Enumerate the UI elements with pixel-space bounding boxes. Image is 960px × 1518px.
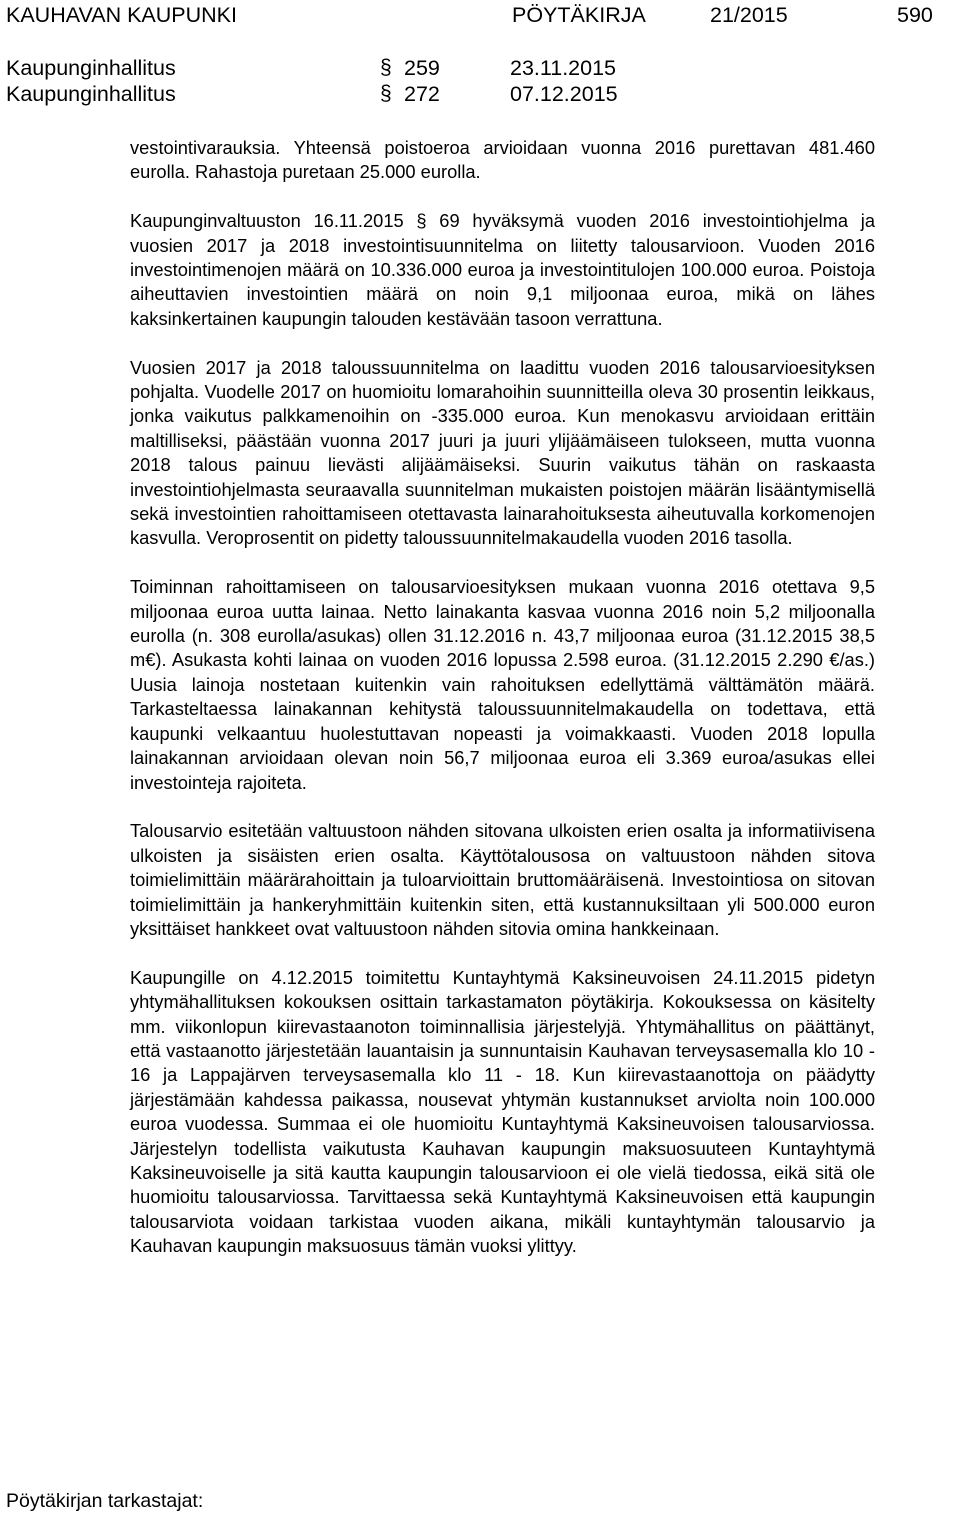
body-text [130,136,875,1283]
reference-date: 23.11.2015 [510,56,617,80]
city-name: KAUHAVAN KAUPUNKI [6,3,237,27]
document-number: 21/2015 [710,3,788,27]
reference-row [6,55,706,81]
paragraph: Toiminnan rahoittamiseen on talousarvioesityksen mukaan vuonna 2016 otettava 9,5 miljoonaa euroa uutta lainaa. Netto lainakanta kasvaa vuonna 2016 noin 5,2 miljoonalla eurolla (n. 308 eurolla/asukas) ollen 31.12.2016 n. 43,7 miljoonaa euroa (31.12.2015 38,5 m€). Asukasta kohti lainaa on vuoden 2016 lopussa 2.598 euroa. (31.12.2015 2.290 €/as.) Uusia lainoja nostetaan kuitenkin vain rahoituksen edellyttämä välttämätön määrä. Tarkasteltaessa lainakannan kehitystä taloussuunnitelmakaudella on todettava, että kaupunki velkaantuu huolestuttavan nopeasti ja voimakkaasti. Vuoden 2018 lopulla lainakannan arvioidaan olevan noin 56,7 miljoonaa euroa eli 3.369 euroa/asukas ellei investointeja rajoiteta. [130,576,875,793]
reference-row [6,81,706,107]
paragraph: vestointivarauksia. Yhteensä poistoeroa arvioidaan vuonna 2016 purettavan 481.460 eurolla. Rahastoja puretaan 25.000 eurolla. [130,137,875,183]
document-type: PÖYTÄKIRJA [512,3,646,27]
reference-section: 259 [404,56,440,80]
paragraph: Vuosien 2017 ja 2018 taloussuunnitelma on laadittu vuoden 2016 talousarvioesityksen pohjalta. Vuodelle 2017 on huomioitu lomarahoihin suunnitteilla oleva 30 prosentin leikkaus, jonka vaikutus palkkamenoihin on -335.000 euroa. Kun menokasvu arvioidaan erittäin maltilliseksi, päästään vuonna 2017 juuri ja juuri ylijäämäiseen tulokseen, mutta vuonna 2018 talous painuu lievästi alijäämäiseksi. Suurin vaikutus tähän on raskaasta investointiohjelmasta seuraavalla suunnitelman mukaisten poistojen määrän lisääntymisellä sekä investointien rahoittamiseen otettavasta lainarahoituksesta aiheutuvalla korkomenojen kasvulla. Veroprosentit on pidetty taloussuunnitelmakaudella vuoden 2016 tasolla. [130,356,875,549]
reference-body: Kaupunginhallitus [6,82,176,106]
reference-date: 07.12.2015 [510,82,618,106]
section-sign: § [380,82,392,105]
reference-body: Kaupunginhallitus [6,56,176,80]
paragraph: Kaupunginvaltuuston 16.11.2015 § 69 hyväksymä vuoden 2016 investointiohjelma ja vuosien 2017 ja 2018 investointisuunnitelma on liitetty talousarvioon. Vuoden 2016 investointimenojen määrä on 10.336.000 euroa ja investointitulojen 100.000 euroa. Poistoja aiheuttavien investointien määrä on noin 9,1 miljoonaa euroa, mikä on lähes kaksinkertainen kaupungin talouden kestävään tasoon verrattuna. [130,210,875,329]
section-sign: § [380,56,392,79]
paragraph: Kaupungille on 4.12.2015 toimitettu Kuntayhtymä Kaksineuvoisen 24.11.2015 pidetyn yhtymähallituksen kokouksen osittain tarkastamaton pöytäkirja. Kokouksessa on käsitelty mm. viikonlopun kiirevastaanoton toiminnallisia järjestelyjä. Yhtymähallitus on päättänyt, että vastaanotto järjestetään lauantaisin ja sunnuntaisin Kauhavan terveysasemalla klo 10 - 16 ja Lappajärven terveysasemalla klo 11 - 18. Kun kiirevastaanottoja on päädytty järjestämään kahdessa paikassa, nousevat yhtymän kustannukset arviolta noin 100.000 euroa vuodessa. Summaa ei ole huomioitu Kuntayhtymä Kaksineuvoisen talousarviossa. Järjestelyn todellista vaikutusta Kauhavan kaupungin maksuosuuteen Kuntayhtymä Kaksineuvoiselle ja sitä kautta kaupungin talousarvioon ei ole vielä tiedossa, eikä sitä ole huomioitu talousarviossa. Tarvittaessa sekä Kuntayhtymä Kaksineuvoisen että kaupungin talousarviota voidaan tarkistaa vuoden aikana, mikäli kuntayhtymän talousarvio ja Kauhavan kaupungin maksuosuus tämän vuoksi ylittyy. [130,966,875,1257]
reference-section: 272 [404,82,440,106]
footer-reviewers-label: Pöytäkirjan tarkastajat: [6,1490,204,1512]
page-number: 590 [897,3,933,27]
paragraph: Talousarvio esitetään valtuustoon nähden sitovana ulkoisten erien osalta ja informatiivisena ulkoisten ja sisäisten erien osalta. Käyttötalousosa on valtuustoon nähden sitova toimielimittäin määrärahoittain ja tuloarvioittain bruttomääräisenä. Investointiosa on sitovan toimielimittäin ja hankeryhmittäin kuitenkin siten, että kustannuksiltaan yli 500.000 euron yksittäiset hankkeet ovat valtuustoon nähden sitovia omina hankkeinaan. [130,820,875,939]
page-header [6,2,956,32]
